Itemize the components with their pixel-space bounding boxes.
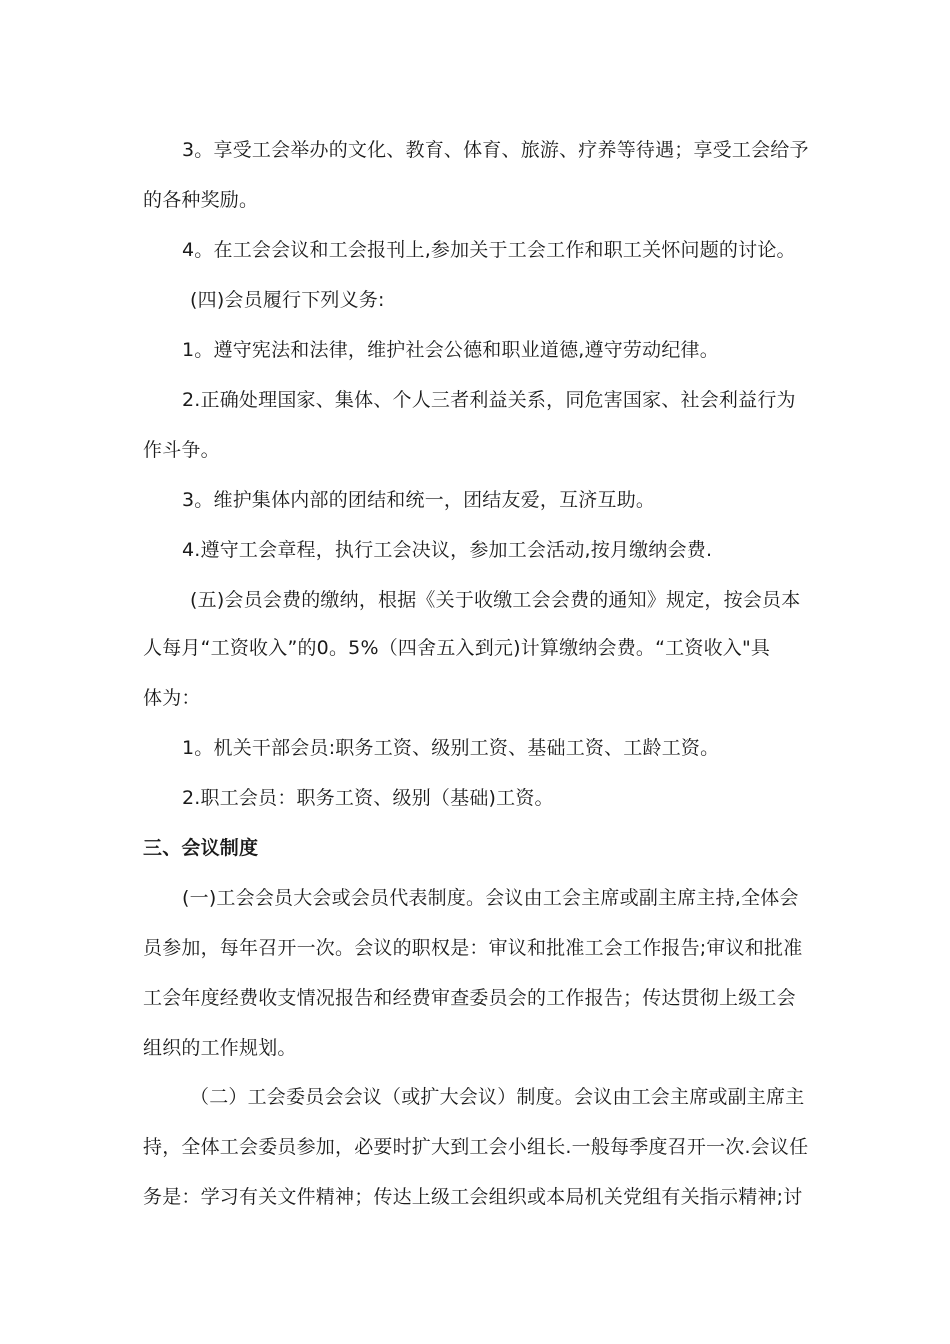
- paragraph-line: 3。享受工会举办的文化、教育、体育、旅游、疗养等待遇；享受工会给予: [182, 139, 809, 161]
- paragraph-line: 的各种奖励。: [143, 189, 259, 211]
- paragraph-line: 组织的工作规划。: [143, 1037, 297, 1059]
- paragraph-line: 1。遵守宪法和法律，维护社会公德和职业道德,遵守劳动纪律。: [182, 339, 719, 361]
- paragraph-line: 员参加，每年召开一次。会议的职权是：审议和批准工会工作报告;审议和批准: [143, 937, 803, 959]
- paragraph-line: 作斗争。: [143, 439, 220, 461]
- paragraph-line: (一)工会会员大会或会员代表制度。会议由工会主席或副主席主持,全体会: [182, 887, 799, 909]
- paragraph-line: 2.正确处理国家、集体、个人三者利益关系，同危害国家、社会利益行为: [182, 389, 796, 411]
- chapter-heading: 三、会议制度: [143, 837, 259, 859]
- paragraph-line: 4。在工会会议和工会报刊上,参加关于工会工作和职工关怀问题的讨论。: [182, 239, 796, 261]
- paragraph-line: 体为：: [143, 687, 201, 709]
- section-heading: (四)会员履行下列义务:: [190, 289, 385, 311]
- paragraph-line: 1。机关干部会员:职务工资、级别工资、基础工资、工龄工资。: [182, 737, 720, 759]
- paragraph-line: 持，全体工会委员参加，必要时扩大到工会小组长.一般每季度召开一次.会议任: [143, 1136, 809, 1158]
- paragraph-line: （二）工会委员会会议（或扩大会议）制度。会议由工会主席或副主席主: [190, 1086, 805, 1108]
- paragraph-line: 工会年度经费收支情况报告和经费审查委员会的工作报告；传达贯彻上级工会: [143, 987, 796, 1009]
- paragraph-line: 2.职工会员：职务工资、级别（基础)工资。: [182, 787, 554, 809]
- paragraph-line: 务是：学习有关文件精神；传达上级工会组织或本局机关党组有关指示精神;讨: [143, 1186, 803, 1208]
- paragraph-line: 人每月“工资收入”的0。5%（四舍五入到元)计算缴纳会费。“工资收入"具: [143, 637, 771, 659]
- paragraph-line: 3。维护集体内部的团结和统一，团结友爱，互济互助。: [182, 489, 656, 511]
- paragraph-line: 4.遵守工会章程，执行工会决议，参加工会活动,按月缴纳会费.: [182, 539, 713, 561]
- paragraph-line: (五)会员会费的缴纳，根据《关于收缴工会会费的通知》规定，按会员本: [190, 589, 801, 611]
